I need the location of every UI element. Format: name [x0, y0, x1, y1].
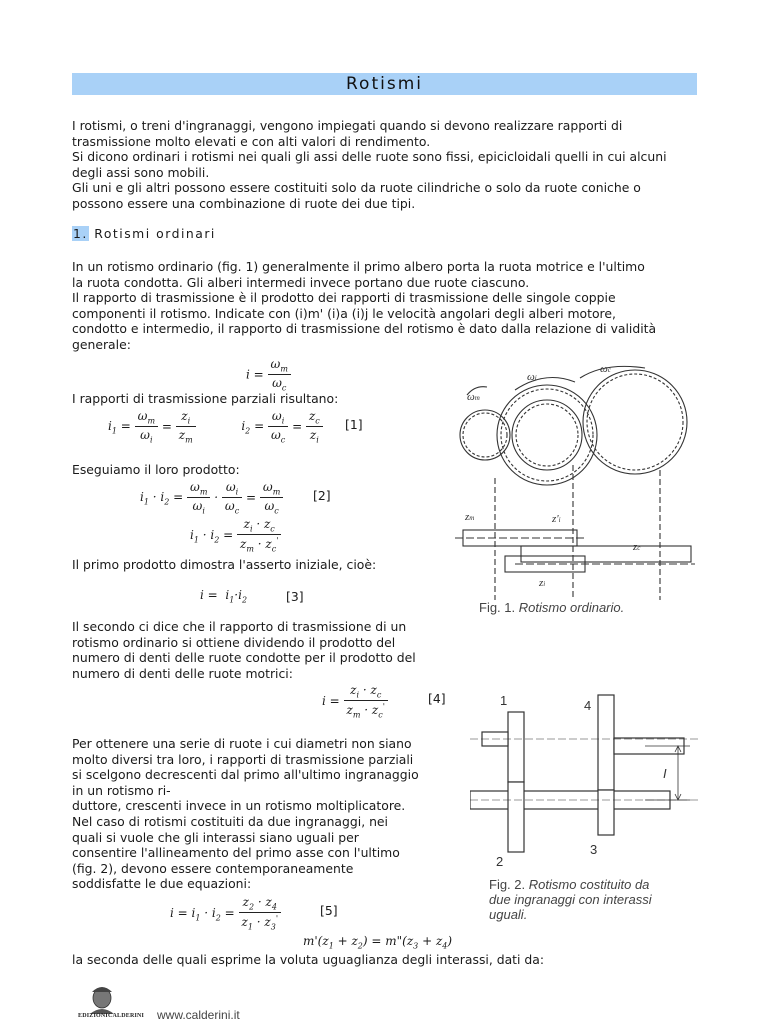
text-line: Si dicono ordinari i rotismi nei quali gli assi delle ruote sono fissi, epicicloidali quelli in cui alcuni — [72, 149, 667, 165]
text-line: la ruota condotta. Gli alberi intermedi invece portano due ruote ciascuno. — [72, 274, 530, 290]
text-line: si scelgono decrescenti dal primo all'ultimo ingranaggio — [72, 767, 419, 783]
side-gear-zc — [521, 546, 691, 562]
label-zi: zi — [539, 577, 546, 589]
figure-1-gear-train — [455, 360, 695, 610]
caption-line: Rotismo costituito da — [528, 877, 650, 892]
label-interaxis: I — [663, 766, 667, 781]
label-wi: ωi — [527, 371, 537, 383]
rotation-arrow-wc — [580, 366, 645, 378]
paragraph-product: Eseguiamo il loro prodotto: — [72, 462, 240, 477]
gear-2 — [508, 782, 524, 852]
text-line: In un rotismo ordinario (fig. 1) generalmente il primo albero porta la ruota motrice e l'ultimo — [72, 259, 645, 274]
formula-2b: $i_1 \cdot i_2$ = $\frac{z_i \cdot z_c}{z_m \cdot z_c'}$ — [190, 517, 281, 554]
text-line: (fig. 2), devono essere contemporaneamente — [72, 860, 354, 876]
gear-zi-pitch — [501, 389, 593, 481]
caption-line: due ingranaggi con interassi — [489, 892, 652, 907]
figure-1-caption — [479, 600, 624, 615]
gear-zi-inner-circle — [512, 400, 582, 470]
label-gear-2: 2 — [496, 854, 504, 869]
text-line: consentire l'allineamento del primo asse con l'ultimo — [72, 845, 400, 861]
paragraph-first-product: Il primo prodotto dimostra l'asserto iniziale, cioè: — [72, 557, 377, 572]
text-line: in un rotismo ri- — [72, 782, 171, 798]
text-line: I rotismi, o treni d'ingranaggi, vengono impiegati quando si devono realizzare rapporti di — [72, 118, 623, 133]
formula-ratio: i = $\frac{\omega_m}{\omega_c}$ — [246, 357, 291, 393]
paragraph-partial-ratios: I rapporti di trasmissione parziali risultano: — [72, 391, 339, 406]
formula-5b: $m'(z_1 + z_2)$ = $m"(z_3 + z_4)$ — [303, 934, 453, 951]
text-line: rotismo ordinario si ottiene dividendo il prodotto del — [72, 634, 396, 650]
label-zm: zm — [465, 511, 475, 523]
text-line: Per ottenere una serie di ruote i cui diametri non siano — [72, 736, 412, 751]
text-line: numero di denti delle ruote motrici: — [72, 665, 293, 681]
label-gear-1: 1 — [500, 693, 508, 708]
gear-4 — [598, 695, 614, 790]
text-line: quali si vuole che gli interassi siano uguali per — [72, 829, 359, 845]
page-title: Rotismi — [72, 73, 697, 95]
gear-zc-circle — [583, 370, 687, 474]
label-wm: ωm — [467, 391, 480, 403]
gear-zm-pitch — [463, 413, 507, 457]
text-line: Nel caso di rotismi costituiti da due ingranaggi, nei — [72, 813, 388, 829]
text-line: duttore, crescenti invece in un rotismo moltiplicatore. — [72, 798, 406, 814]
section-number: 1. — [73, 226, 88, 241]
label-gear-4: 4 — [584, 698, 592, 713]
text-line: generale: — [72, 336, 131, 352]
equation-number-3: [3] — [286, 589, 304, 604]
formula-3: $i = i_1\cdot i_2$ — [200, 588, 248, 605]
equation-number-2: [2] — [313, 488, 331, 503]
gear-zi-inner-pitch — [516, 404, 578, 466]
text-line: numero di denti delle ruote condotte per il prodotto del — [72, 650, 416, 666]
section-heading — [72, 226, 216, 241]
paragraph-second-product — [72, 619, 416, 681]
gear-zm-circle — [460, 410, 510, 460]
caption-line: uguali. — [489, 907, 528, 922]
text-line: trasmissione molto elevati e con alti valori di rendimento. — [72, 133, 431, 149]
rotation-arrow-wi — [515, 378, 575, 391]
text-line: condotto e intermedio, il rapporto di trasmissione del rotismo è dato dalla relazione di validità — [72, 321, 657, 337]
text-line: soddisfatte le due equazioni: — [72, 876, 252, 892]
paragraph-rotismo-ordinario — [72, 259, 656, 353]
gear-3 — [598, 790, 614, 835]
caption-prefix: Fig. 1. — [479, 600, 516, 615]
formula-1: $i_1$ = $\frac{\omega_m}{\omega_i}$ = $\frac{z_i}{z_m}$ $i_2$ = $\frac{\omega_i}{\omega_c}$ = $\frac{z_c}{z_i}$ — [108, 409, 323, 445]
text-line: molto diversi tra loro, i rapporti di trasmissione parziali — [72, 751, 414, 767]
text-line: Il secondo ci dice che il rapporto di trasmissione di un — [72, 619, 407, 634]
caption-prefix: Fig. 2. — [489, 877, 526, 892]
paragraph-interaxes: la seconda delle quali esprime la voluta uguaglianza degli interassi, dati da: — [72, 952, 545, 967]
section-title: Rotismi ordinari — [94, 226, 216, 241]
caption-text: Rotismo ordinario. — [518, 600, 625, 615]
intro-paragraph — [72, 118, 667, 212]
gear-zc-pitch — [587, 374, 683, 470]
text-line: componenti il rotismo. Indicate con (i)m' (i)a (i)j le velocità angolari degli alberi motore, — [72, 305, 616, 321]
equation-number-5: [5] — [320, 903, 338, 918]
text-line: Gli uni e gli altri possono essere costituiti solo da ruote cilindriche o solo da ruote coniche o — [72, 180, 641, 196]
text-line: Il rapporto di trasmissione è il prodotto dei rapporti di trasmissione delle singole coppie — [72, 290, 616, 306]
figure-2-caption — [489, 877, 652, 922]
gear-1 — [508, 712, 524, 782]
label-zc: zc — [633, 541, 641, 553]
label-gear-3: 3 — [590, 842, 598, 857]
formula-5: $i = i_1 \cdot i_2$ = $\frac{z_2 \cdot z_4}{z_1 \cdot z_3'}$ — [170, 895, 281, 932]
publisher-url[interactable]: www.calderini.it — [157, 1008, 240, 1022]
equation-number-4: [4] — [428, 691, 446, 706]
label-zi-prime: z'i — [552, 513, 561, 525]
text-line: degli assi sono mobili. — [72, 164, 210, 180]
label-wc: ωc — [600, 363, 611, 375]
publisher-name: EDIZIONICALDERINI — [78, 1013, 145, 1019]
formula-2: $i_1 \cdot i_2$ = $\frac{\omega_m}{\omega_i}$ · $\frac{\omega_i}{\omega_c}$ = $\frac{\omega_m}{\omega_c}$ — [140, 480, 283, 516]
formula-4: i = $\frac{z_i \cdot z_c}{z_m \cdot z_c'}$ — [322, 683, 388, 720]
equation-number-1: [1] — [345, 417, 363, 432]
figure-2-equal-interaxes — [470, 690, 700, 870]
paragraph-series — [72, 736, 419, 892]
text-line: possono essere una combinazione di ruote dei due tipi. — [72, 195, 416, 211]
